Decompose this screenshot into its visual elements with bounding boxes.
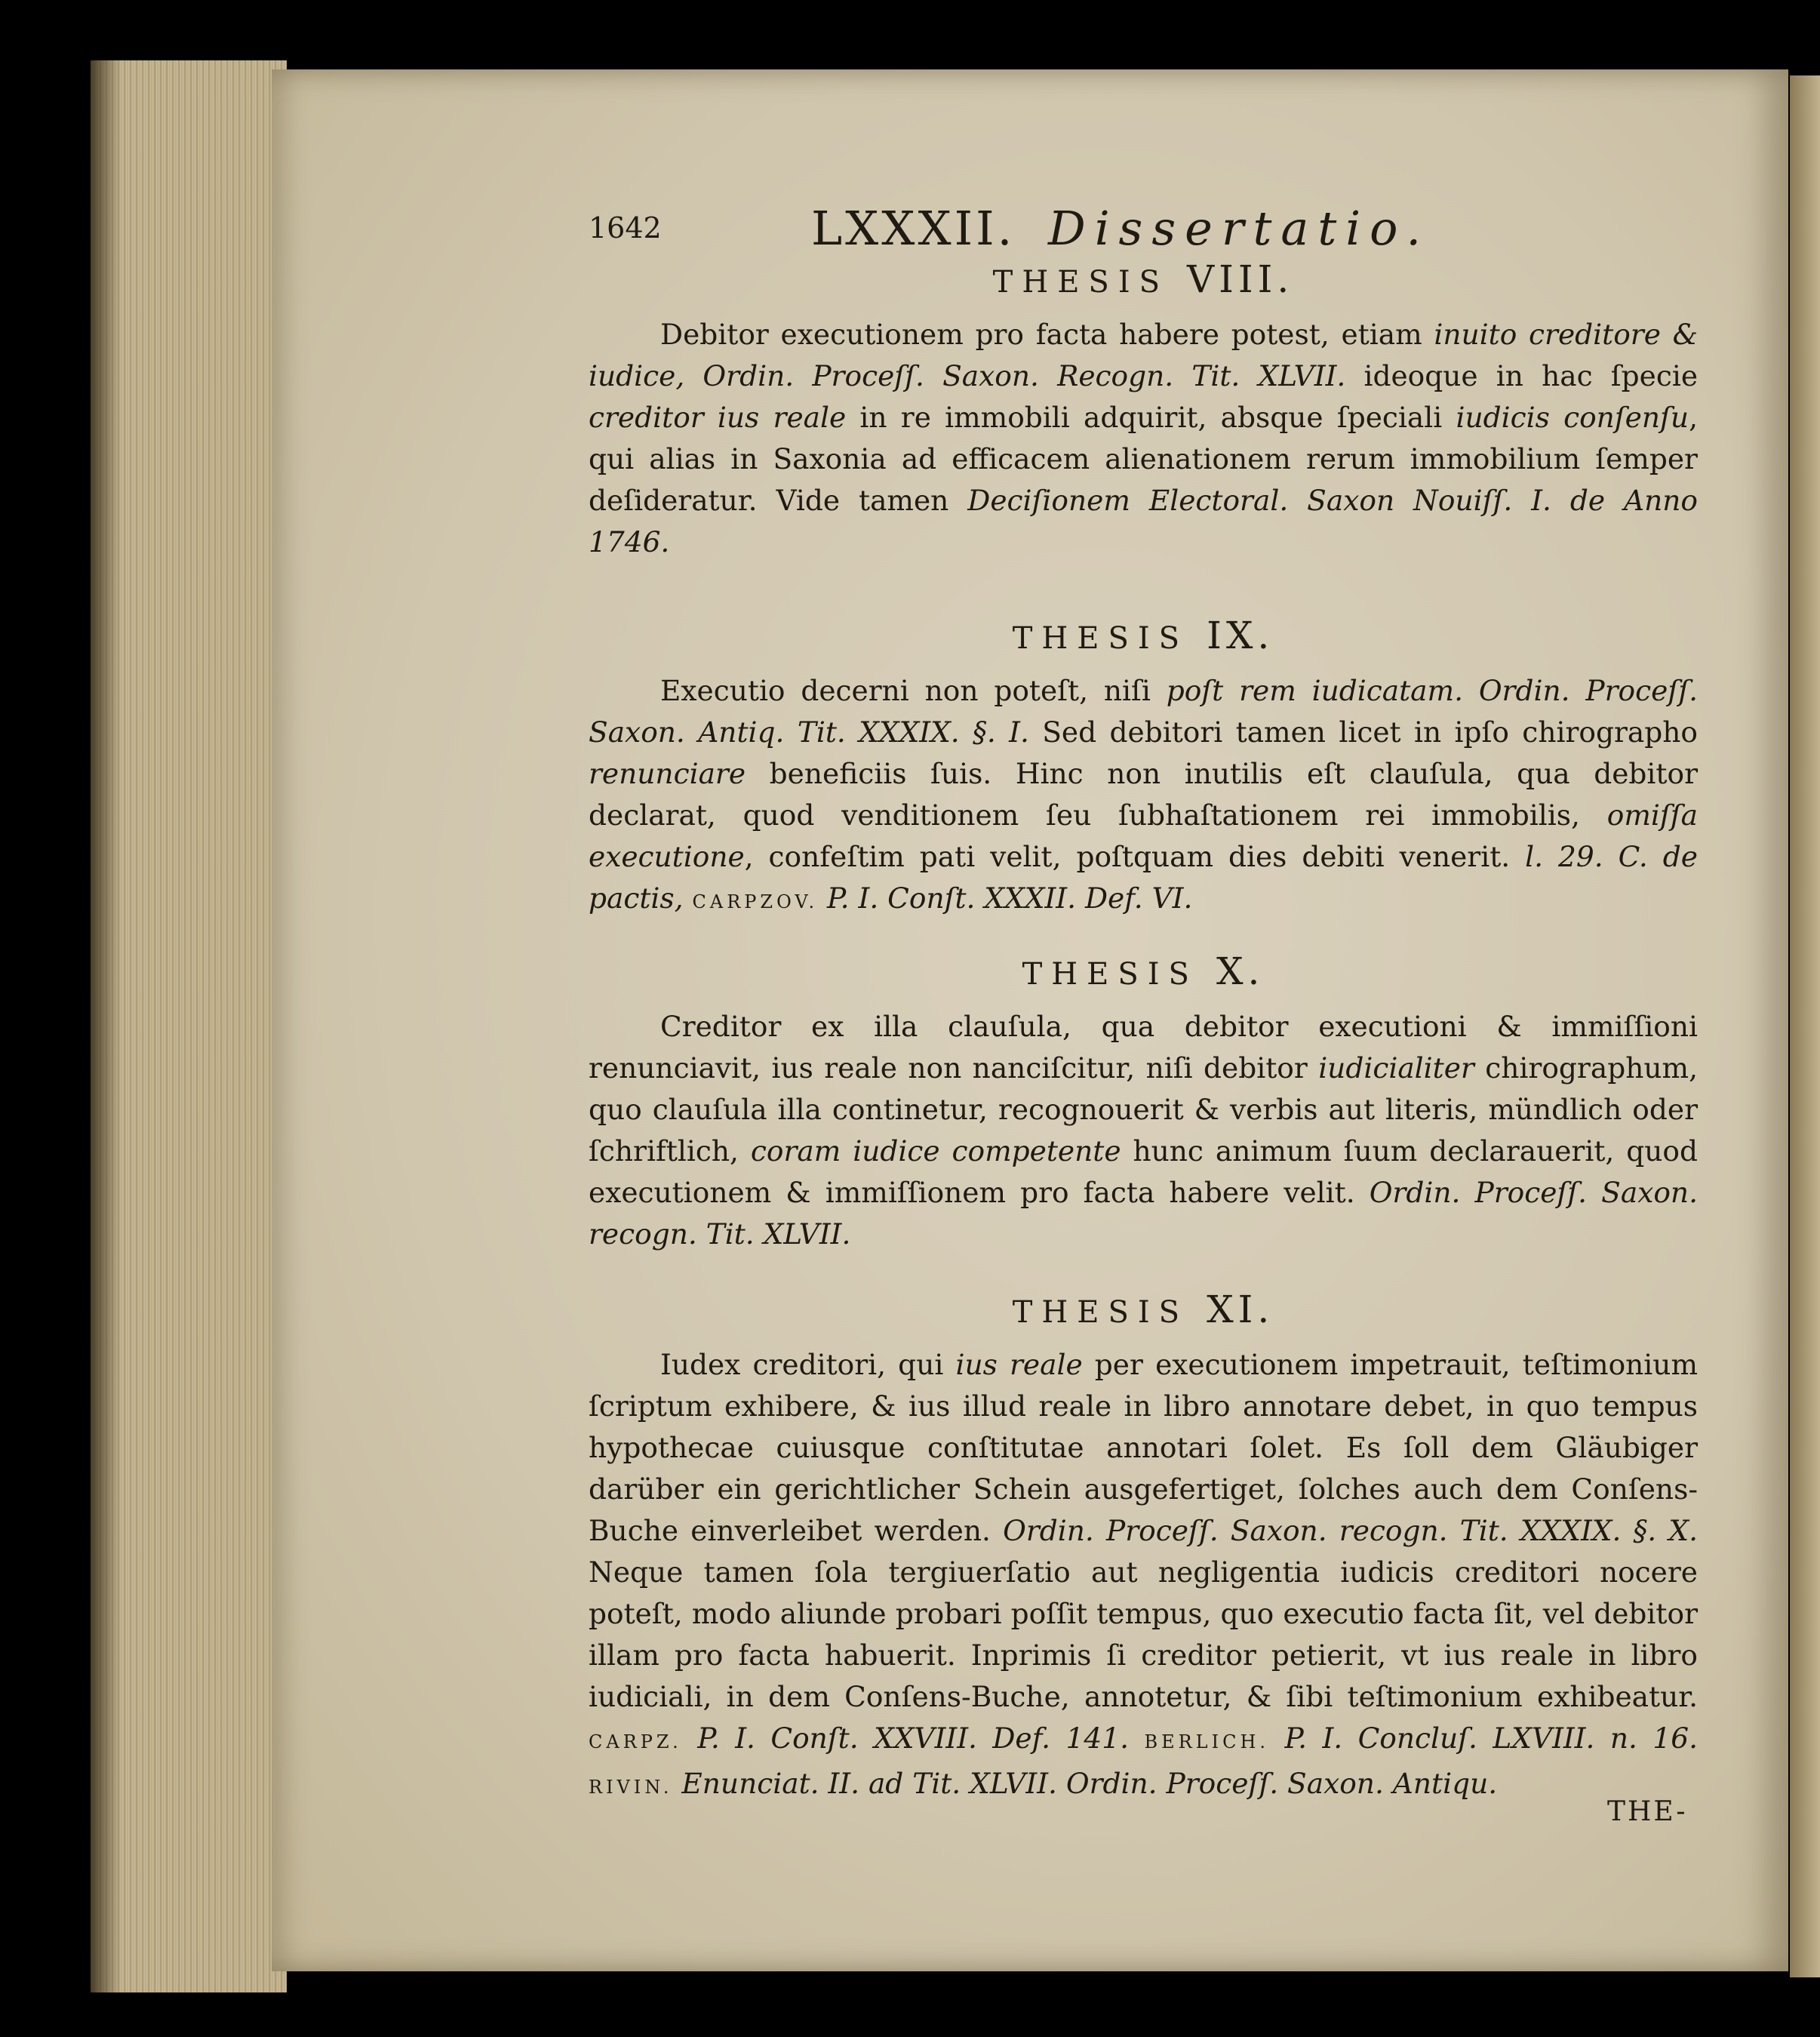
italic-citation: P. I. Concluſ. LXVIII. n. 16. — [1284, 1722, 1699, 1755]
author-small-caps: RIVIN. — [589, 1777, 673, 1798]
facing-page-edge — [1790, 75, 1820, 1977]
italic-citation: Deciſionem Electoral. Saxon Nouiſſ. I. de Anno 1746. — [589, 484, 1698, 558]
thesis-body — [589, 1344, 1698, 1808]
text-run — [1269, 1722, 1284, 1755]
thesis-number: IX. — [1207, 614, 1274, 657]
italic-citation: omiſſa executione — [589, 798, 1698, 873]
text-run — [1129, 1722, 1144, 1755]
running-title-roman: LXXXII. — [811, 201, 1016, 256]
italic-citation: ius reale — [955, 1348, 1083, 1381]
running-head — [589, 198, 1698, 258]
page-text-block — [589, 198, 1698, 1808]
thesis-body — [589, 670, 1698, 923]
page-number: 1642 — [589, 211, 662, 245]
thesis-body — [589, 1006, 1698, 1255]
author-small-caps: CARPZOV. — [692, 891, 819, 912]
text-run — [818, 882, 827, 915]
thesis-viii — [589, 258, 1698, 563]
italic-citation: l. 29. C. de pactis, — [589, 840, 1698, 915]
thesis-heading-word: THESIS — [992, 265, 1170, 300]
text-run: , confeſtim pati velit, poſtquam dies debiti venerit. — [744, 840, 1526, 873]
italic-citation: P. I. Conſt. XXVIII. Def. 141. — [697, 1722, 1130, 1755]
text-run: Neque tamen ſola tergiuerſatio aut negligentia iudicis creditori nocere poteſt, modo aliunde probari poſſit tempus, quo executio facta ſit, vel debitor illam pro facta habuerit. Inprimis ſi creditor petierit, vt ius reale in libro iudiciali, in dem Conſens-Buche, annotetur, & ſibi teſtimonium exhibeatur. — [589, 1555, 1698, 1713]
thesis-heading — [589, 1288, 1698, 1334]
italic-citation: poſt rem iudicatam. Ordin. Proceſſ. Saxon. Antiq. Tit. XXXIX. §. I. — [589, 674, 1698, 749]
text-run: Executio decerni non poteſt, niſi — [660, 674, 1167, 707]
thesis-heading — [589, 614, 1698, 660]
text-run: , qui alias in Saxonia ad efficacem alienationem rerum immobilium ſemper deſideratur. Vide tamen — [589, 401, 1698, 517]
thesis-heading-word: THESIS — [1012, 1295, 1189, 1330]
italic-citation: Ordin. Proceſſ. Saxon. recogn. Tit. XLVII. — [589, 1176, 1698, 1251]
thesis-heading — [589, 950, 1698, 995]
text-run — [684, 882, 693, 915]
text-run: Sed debitori tamen licet in ipſo chirographo — [1028, 715, 1698, 749]
text-run: hunc animum ſuum declarauerit, quod executionem & immiſſionem pro facta habere velit. — [589, 1134, 1698, 1209]
thesis-body — [589, 314, 1698, 563]
italic-citation: inuito creditore & iudice, Ordin. Proceſſ. Saxon. Recogn. Tit. XLVII. — [589, 318, 1699, 392]
author-small-caps: BERLICH. — [1144, 1731, 1270, 1752]
book-edge-shadow — [91, 60, 121, 1992]
italic-citation: coram iudice competente — [750, 1134, 1121, 1168]
italic-citation: P. I. Conſt. XXXII. Def. VI. — [827, 882, 1193, 915]
thesis-number: VIII. — [1187, 257, 1294, 301]
thesis-ix — [589, 614, 1698, 923]
italic-citation: renunciare — [589, 757, 746, 790]
text-run: Iudex creditori, qui — [660, 1348, 956, 1381]
author-small-caps: CARPZ. — [589, 1731, 682, 1752]
text-run: Debitor executionem pro facta habere potest, etiam — [660, 318, 1434, 351]
running-title — [811, 201, 1430, 256]
text-run: per executionem impetrauit, teſtimonium ſcriptum exhibere, & ius illud reale in libro annotare debet, in quo tempus hypothecae cuiusque conſtitutae annotari ſolet. Es ſoll dem Gläubiger darüber ein gerichtlicher Schein ausgefertiget, ſolches auch dem Conſens-Buche einverleibet werden. — [589, 1348, 1698, 1547]
italic-citation: iudicialiter — [1318, 1051, 1474, 1085]
catchword: THE- — [1607, 1796, 1688, 1827]
italic-citation: Ordin. Proceſſ. Saxon. recogn. Tit. XXXIX. §. X. — [1003, 1514, 1698, 1547]
thesis-xi — [589, 1288, 1698, 1808]
text-run: Creditor ex illa clauſula, qua debitor executioni & immiſſioni renunciavit, ius reale non nanciſcitur, niſi debitor — [589, 1010, 1698, 1085]
section-gap — [589, 923, 1698, 950]
thesis-x — [589, 950, 1698, 1255]
text-run: in re immobili adquirit, absque ſpeciali — [846, 401, 1456, 434]
italic-citation: creditor ius reale — [589, 401, 847, 434]
section-gap — [589, 1255, 1698, 1288]
text-run — [682, 1722, 697, 1755]
thesis-number: X. — [1216, 949, 1265, 993]
thesis-heading-word: THESIS — [1012, 621, 1189, 656]
text-run: ideoque in hac ſpecie — [1345, 359, 1699, 392]
italic-citation: Enunciat. II. ad Tit. XLVII. Ordin. Proceſſ. Saxon. Antiqu. — [681, 1767, 1498, 1800]
text-run: chirographum, quo clauſula illa continetur, recognouerit & verbis aut literis, mündlich oder ſchriftlich, — [589, 1051, 1698, 1168]
section-gap — [589, 563, 1698, 614]
thesis-heading-word: THESIS — [1022, 957, 1198, 992]
text-run: beneficiis ſuis. Hinc non inutilis eſt clauſula, qua debitor declarat, quod venditionem ſeu ſubhaſtationem rei immobilis, — [589, 757, 1698, 832]
text-run — [672, 1767, 681, 1800]
thesis-number: XI. — [1207, 1288, 1274, 1331]
thesis-heading — [589, 258, 1698, 303]
italic-citation: iudicis conſenſu — [1456, 401, 1689, 434]
running-title-italic: Dissertatio. — [1048, 201, 1431, 256]
